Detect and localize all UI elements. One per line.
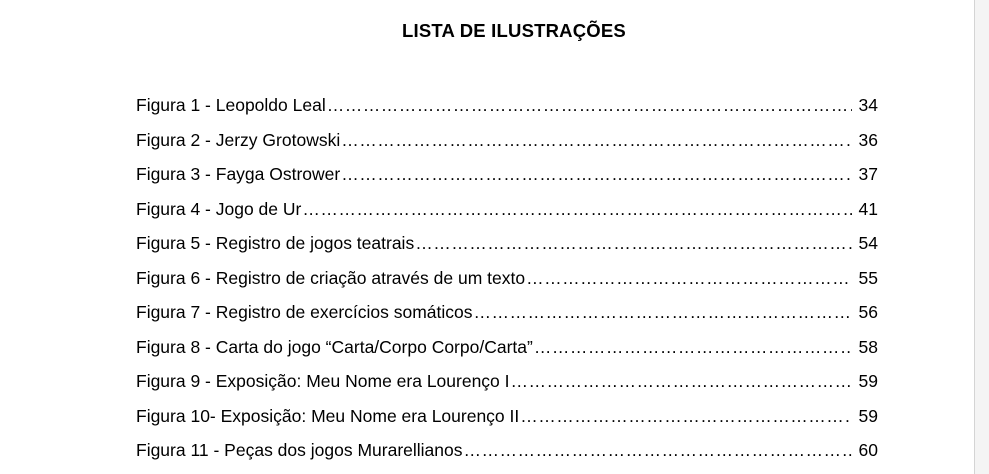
dot-leader — [302, 197, 852, 221]
dot-leader — [474, 300, 852, 324]
viewer-gutter — [975, 0, 989, 474]
toc-entry-label: Figura 11 - Peças dos jogos Murarellianos — [136, 440, 463, 460]
toc-entry — [136, 438, 878, 473]
toc-entry-label: Figura 9 - Exposição: Meu Nome era Lourenço I — [136, 371, 510, 391]
toc-entry-page: 56 — [858, 302, 878, 322]
dot-leader — [464, 438, 852, 462]
toc-entry-page: 41 — [858, 198, 878, 219]
dot-leader — [341, 128, 852, 152]
dot-leader — [526, 266, 852, 290]
toc-entry — [136, 266, 878, 301]
dot-leader — [534, 335, 852, 359]
toc-entry-label: Figura 4 - Jogo de Ur — [136, 198, 302, 219]
dot-leader — [341, 162, 852, 186]
toc-entry — [136, 335, 878, 370]
toc-entry-page: 36 — [858, 129, 878, 150]
toc-entry-label: Figura 6 - Registro de criação através de um texto — [136, 267, 526, 288]
dot-leader — [520, 404, 852, 428]
dot-leader — [415, 231, 852, 255]
toc-entry — [136, 162, 878, 197]
toc-entry-label: Figura 8 - Carta do jogo “Carta/Corpo Corpo/Carta” — [136, 336, 533, 357]
toc-entry-label: Figura 3 - Fayga Ostrower — [136, 164, 341, 184]
toc-entry-page: 59 — [858, 405, 878, 426]
toc-entry-page: 54 — [858, 233, 878, 253]
toc-entry-page: 58 — [858, 336, 878, 357]
toc-entry — [136, 197, 878, 232]
toc-entry — [136, 369, 878, 404]
toc-entry — [136, 128, 878, 163]
toc-entry-page: 55 — [858, 267, 878, 288]
toc-entry-label: Figura 5 - Registro de jogos teatrais — [136, 233, 415, 253]
toc-entry-label: Figura 10- Exposição: Meu Nome era Lourenço II — [136, 405, 520, 426]
list-of-illustrations — [136, 93, 878, 473]
toc-entry-page: 34 — [858, 95, 878, 115]
toc-entry — [136, 93, 878, 128]
toc-entry-page: 37 — [858, 164, 878, 184]
toc-entry-page: 60 — [858, 440, 878, 460]
toc-entry-label: Figura 2 - Jerzy Grotowski — [136, 129, 341, 150]
toc-entry-page: 59 — [858, 371, 878, 391]
toc-entry — [136, 231, 878, 266]
toc-entry-label: Figura 7 - Registro de exercícios somáticos — [136, 302, 473, 322]
toc-entry-label: Figura 1 - Leopoldo Leal — [136, 95, 326, 115]
dot-leader — [327, 93, 852, 117]
toc-entry — [136, 404, 878, 439]
dot-leader — [511, 369, 852, 393]
document-title: LISTA DE ILUSTRAÇÕES — [402, 20, 626, 41]
toc-entry — [136, 300, 878, 335]
